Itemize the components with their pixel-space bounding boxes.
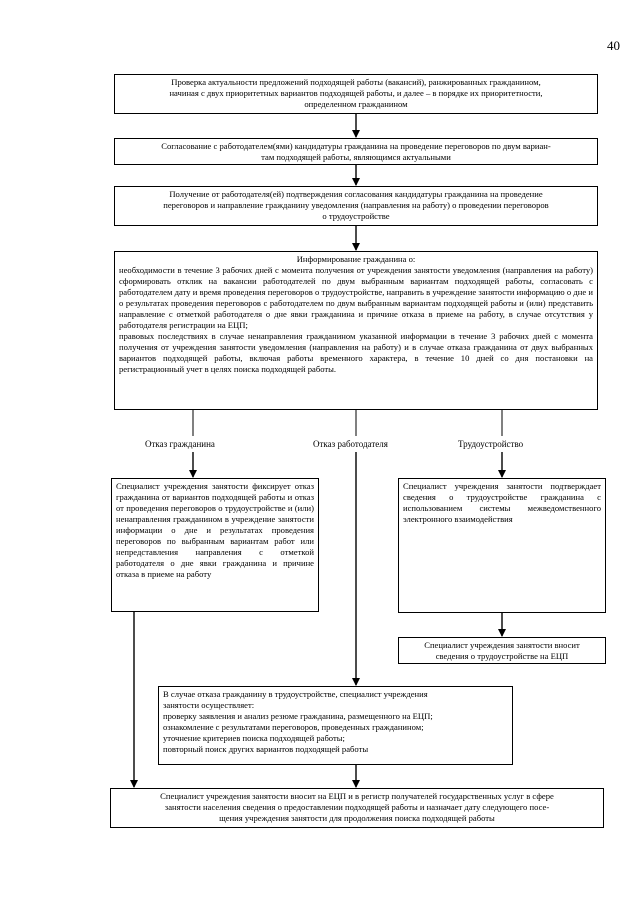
confirmation-line-2: переговоров и направление гражданину уведомления (направления на работу) о проведении переговоров <box>163 200 549 210</box>
employment-record-line-2: сведения о трудоустройстве на ЕЦП <box>435 651 569 661</box>
check-line-3: определенном гражданином <box>304 99 408 109</box>
approval-line-2: там подходящей работы, являющимся актуальными <box>261 152 451 162</box>
employer-refusal-line-4: ознакомление с результатами переговоров, проведенных гражданином; <box>163 722 424 732</box>
final-line-2: занятости населения сведения о предоставлении подходящей работы и назначает дату следующего посе- <box>164 802 550 812</box>
employer-refusal-line-6: повторный поиск других вариантов подходящей работы <box>163 744 369 754</box>
inform-title: Информирование гражданина о: <box>296 254 416 264</box>
branch-label-employment: Трудоустройство <box>458 439 524 449</box>
page-number: 40 <box>607 38 620 53</box>
confirmation-line-1: Получение от работодателя(ей) подтверждения согласования кандидатуры гражданина на проведение <box>169 189 543 199</box>
employment-confirm-text: Специалист учреждения занятости подтверждает сведения о трудоустройстве гражданина с использованием системы межведомственного электронного взаимодействия <box>403 481 601 524</box>
check-line-2: начиная с двух приоритетных вариантов подходящей работы, и далее – в порядке их приоритетности, <box>169 88 543 98</box>
employer-refusal-line-5: уточнение критериев поиска подходящей работы; <box>163 733 345 743</box>
final-line-3: щения учреждения занятости для продолжения поиска подходящей работы <box>219 813 495 823</box>
employer-refusal-line-2: занятости осуществляет: <box>163 700 255 710</box>
branch-label-citizen-refusal: Отказ гражданина <box>145 439 215 449</box>
approval-line-1: Согласование с работодателем(ями) кандидатуры гражданина на проведение переговоров по двум вариан- <box>161 141 551 151</box>
employer-refusal-line-1: В случае отказа гражданину в трудоустройстве, специалист учреждения <box>163 689 428 699</box>
inform-paragraph-2: правовых последствиях в случае ненаправления гражданином указанной информации в течение 3 рабочих дней с момента получения от учреждения занятости уведомления (направления на работу) и в случае отказа гражданина от двух выбранных вариантов подходящей работы, включая работы временного характера, в течение 10 дней со дня постановки на регистрационный учет в целях поиска подходящей работы. <box>119 331 593 374</box>
refusal-fix-text: Специалист учреждения занятости фиксирует отказ гражданина от вариантов подходящей работы и отказ от проведения переговоров о трудоустройстве и (или) ненаправления гражданином в учреждение занятости информации о дне и результатах проведения переговоров по выбранным вариантам работ или непредставления направления с отметкой работодателя о дне явки гражданина и причине отказа в приеме на работу <box>116 481 314 579</box>
employer-refusal-line-3: проверку заявления и анализ резюме гражданина, размещенного на ЕЦП; <box>163 711 433 721</box>
branch-label-employer-refusal: Отказ работодателя <box>313 439 388 449</box>
check-line-1: Проверка актуальности предложений подходящей работы (вакансий), ранжированных гражданином, <box>171 77 541 87</box>
confirmation-line-3: о трудоустройстве <box>322 211 390 221</box>
inform-paragraph-1: необходимости в течение 3 рабочих дней с момента получения от учреждения занятости уведомления (направления на работу) сформировать отклик на вакансии работодателей по двум выбранным вариантам подходящей работы, согласовать с работодателем дату и время проведения переговоров о трудоустройстве, направить в учреждение занятости информацию о дне и о результатах проведения переговоров с работодателем по двум выбранным вариантам подходящей работы и (или) представить направление с отметкой работодателя о дне явки гражданина и причине отказа в приеме на работу, в случае отсутствия у работодателя регистрации на ЕЦП; <box>119 265 593 330</box>
final-line-1: Специалист учреждения занятости вносит на ЕЦП и в регистр получателей государственных услуг в сфере <box>160 791 554 801</box>
employment-record-line-1: Специалист учреждения занятости вносит <box>424 640 580 650</box>
